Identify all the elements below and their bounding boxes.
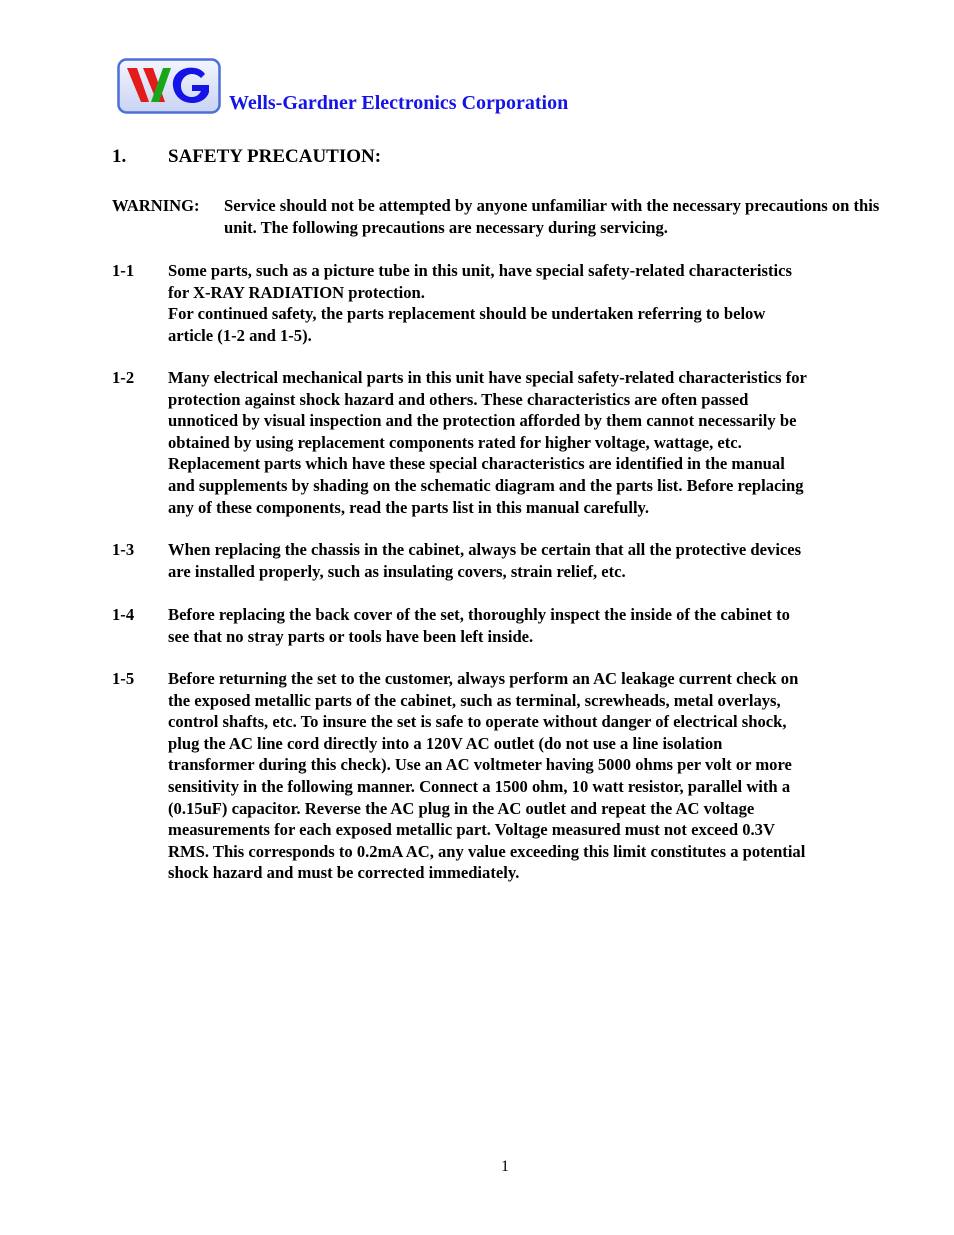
- wg-logo-icon: [117, 58, 221, 114]
- list-item: [112, 260, 902, 346]
- item-number: 1-3: [112, 540, 135, 559]
- item-number: 1-5: [112, 669, 135, 688]
- warning-paragraph: [112, 195, 902, 238]
- item-text: Some parts, such as a picture tube in this unit, have special safety-related characteristics for X-RAY RADIATION protection. For continued safety, the parts replacement should be undertaken referring to below article (1-2 and 1-5).: [168, 261, 792, 345]
- company-logo: [117, 58, 221, 114]
- item-number: 1-4: [112, 605, 135, 624]
- warning-label: WARNING:: [112, 196, 200, 215]
- list-item: [112, 604, 902, 647]
- item-number: 1-1: [112, 261, 135, 280]
- item-text: Before returning the set to the customer, always perform an AC leakage current check on the exposed metallic parts of the cabinet, such as terminal, screwheads, metal overlays, control shafts, etc. To insure the set is safe to operate without danger of electrical shock, plug the AC line cord directly into a 120V AC outlet (do not use a line isolation transformer during this check). Use an AC voltmeter having 5000 ohms per volt or more sensitivity in the following manner. Connect a 1500 ohm, 10 watt resistor, parallel with a (0.15uF) capacitor. Reverse the AC plug in the AC outlet and repeat the AC voltage measurements for each exposed metallic part. Voltage measured must not exceed 0.3V RMS. This corresponds to 0.2mA AC, any value exceeding this limit constitutes a potential shock hazard and must be corrected immediately.: [168, 669, 806, 883]
- warning-text: Service should not be attempted by anyone unfamiliar with the necessary precautions on this unit. The following precautions are necessary during servicing.: [224, 196, 880, 237]
- item-number: 1-2: [112, 368, 135, 387]
- list-item: [112, 367, 902, 518]
- company-name: Wells-Gardner Electronics Corporation: [229, 92, 569, 114]
- item-text: When replacing the chassis in the cabinet, always be certain that all the protective devices are installed properly, such as insulating covers, strain relief, etc.: [168, 540, 802, 581]
- section-number: 1.: [112, 146, 127, 167]
- section-title: SAFETY PRECAUTION:: [168, 146, 382, 167]
- item-text: Before replacing the back cover of the set, thoroughly inspect the inside of the cabinet to see that no stray parts or tools have been left inside.: [168, 605, 790, 646]
- item-text: Many electrical mechanical parts in this unit have special safety-related characteristics for protection against shock hazard and others. These characteristics are often passed unnoticed by visual inspection and the protection afforded by them cannot necessarily be obtained by using replacement components rated for higher voltage, wattage, etc. Replacement parts which have these special characteristics are identified in the manual and supplements by shading on the schematic diagram and the parts list. Before replacing any of these components, read the parts list in this manual carefully.: [168, 368, 807, 517]
- list-item: [112, 668, 902, 884]
- page-number: 1: [501, 1158, 509, 1175]
- list-item: [112, 539, 902, 582]
- section-heading: [112, 146, 381, 168]
